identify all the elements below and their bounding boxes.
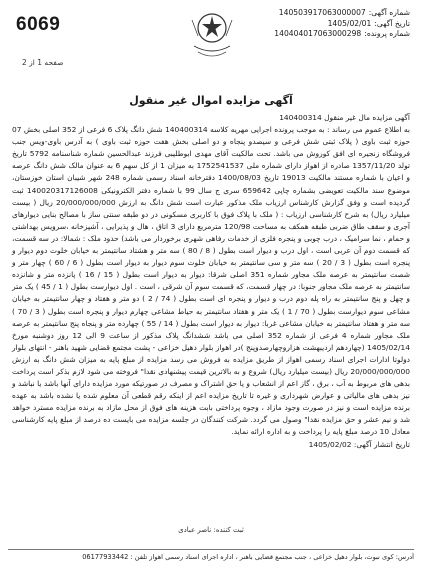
meta-row: شماره آگهی: 140503917063000007	[278, 8, 410, 17]
notice-paragraph: به اطلاع عموم می رساند : به موجب پرونده اجرایی مهریه کلاسه 140400314 شش دانگ پلاک 6 فرعی از 352 اصلی بخش 07 حوزه ثبت باوی ( پلاک ثبتی شش فرعی و سیصدو پنجاه و دو اصلی بخش هفت حوزه ثبت باوی ) به آدرس باوی-ویس جنب فروشگاه زنجیره ای افق کوروش می باشد. تحت مالکیت آقای مهدی ابوطلیبی فرزند عبدالحسین شماره شناسنامه 5792 تاریخ تولد 1357/11/20 صادره از اهواز دارای شماره ملی 1752541537 به میزان 1 از کل سهم 6 به عنوان مالک شش دانگ عرصه و اعیان با شماره مستند مالکیت 19013 تاریخ 1400/08/03 دفترخانه اسناد رسمی شماره 248 شهر شیبان استان خوزستان، موضوع سند مالکیت تعویضی بشماره چاپی 659642 سری ج سال 99 با شماره دفتر الکترونیکی 140020317126008 ثبت گردیده است و وفق گزارش کارشناس ارزیاب ملک مذکور عبارت است شش دانگ به ارزش 20/000/000/000 ریال ( بیست میلیارد ریال) به شرح کارشناسی ارزیاب : ( ملک با پلاک فوق با کاربری مسکونی در دو طبقه سنتی ساز با مصالح بنایی دیوارهای آجری و سقف طاق ضربی طبقه همکف به مساحت 120/98 مترمربع دارای 3 اتاق ، هال و پذیرایی ، آشپزخانه ،سرویس بهداشتی و حمام ، نما سرامیک ، درب چوبی و پنجره فلزی از خدمات رفاهی شهری برخوردار می باشد) حدود ملک : شمالا: در سه قسمت، که قسمت دوم آن عربی است ، اول درب و دیوار است بطول ( 8 / 80 ) سه متر و هشتاد سانتیمتر به خیابان خلوت دوم دیوار و پنجره است بطول ( 3 / 20 ) سه متر و سی سانتیمتر به خیابان خلوت سوم دیوار به دیوار است بطول ( 6 / 60 ) چهار متر و شصت سانتیمتر به عرصه ملک مجاور شماره 351 اصلی شرقا: دیوار به دیوار است بطول ( 15 / 16 ) پانزده متر و شانزده سانتیمتر به عرصه ملک مجاور جنوبا: در چهار قسمت، که قسمت سوم آن شرقی ، است . اول دیوارست بطول ( 1 / 45 ) یک متر و چهل و پنج سانتیمتر به راه پله دوم درب و دیوار و پنجره ای است بطول ( 74 / 2 ) دو متر و هفتاد و چهار سانتیمتر به خیابان مشاعی سوم دیوارست بطول ( 70 / 1 ) یک متر و هفتاد سانتیمتر به حیاط مشاعی چهارم دیوار و پنجره است بطول ( 3 / 70 ) سه متر و هفتاد سانتیمتر به خیابان مشاعی غربا: دیوار به دیوار است بطول ( 14 / 55 ) چهارده متر و پنجاه پنج سانتیمتر به عرصه ملک مجاور شماره 4 فرعی از شماره 352 اصلی می باشد ششدانگ پلاک مذکور از ساعت 9 الی 12 روز دوشنبه مورخ 1405/02/14 (چهاردهم اردیبهشت هزاروچهارصدوپنج )در اهواز بلوار دهیل خزاعی - پشت مجتمع قضایی شهید باهنر - انتهای بلوار دولوتا ادارات اجرای اسناد رسمی اهواز از طریق مزایده به فروش می رسد مزایده از مبلغ پایه به میزان شش دانگ به ارزش 20/000/000/000 ریال (بیست میلیارد ریال) شروع و به بالاترین قیمت پیشنهادی نقدا" فروخته می شود لازم بذکر است پرداخت بدهی های مربوط به آب ، برق ، گاز اعم از انشعاب و یا حق اشتراک و مصرف در صورتیکه مورد مزایده دارای آنها باشد یا نباشد و نیز بدهی های مالیاتی و عوارض شهرداری و غیره تا تاریخ مزایده اعم از اینکه رقم قطعی آن معلوم شده یا نشده باشد به عهده برنده مزایده است و نیز در صورت وجود مازاد ، وجوه پرداختی بابت هزینه های فوق از محل مازاد به برنده مزایده مسترد خواهد شد و نیم عشر و حق مزایده نقدا" وصول می گردد. شرکت کنندگان در جلسه مزایده می بایست ده درصد از مبلغ پایه کارشناسی معادل 10 درصد مبلغ پایه را پرداخت و به اداره ارائه نماید.	[12, 125, 411, 437]
meta-row: تاریخ آگهی: 1405/02/01	[327, 18, 410, 28]
page-info: صفحه 1 از 2	[22, 58, 64, 67]
publish-date: تاریخ انتشار آگهی: 1405/02/02	[308, 439, 410, 449]
notice-title: آگهی مزایده اموال غیر منقول	[129, 94, 293, 107]
meta-row: شماره پرونده: 140404017063000298	[274, 29, 410, 38]
notice-meta	[260, 8, 410, 40]
iran-judiciary-emblem-icon	[184, 6, 240, 64]
notice-body	[12, 112, 410, 451]
notice-heading-line: آگهی مزایده مال غیر منقول 140400314	[279, 113, 410, 122]
notice-number: 6069	[16, 14, 61, 35]
signature: ثبت کننده: ناصر عبادی	[178, 526, 244, 534]
footer-address: آدرس: کوی نبوت، بلوار دهیل خزاعی ، جنب مجتمع قضایی باهنر ، اداره اجرای اسناد رسمی اهواز تلفن : 06177933442	[8, 549, 414, 564]
